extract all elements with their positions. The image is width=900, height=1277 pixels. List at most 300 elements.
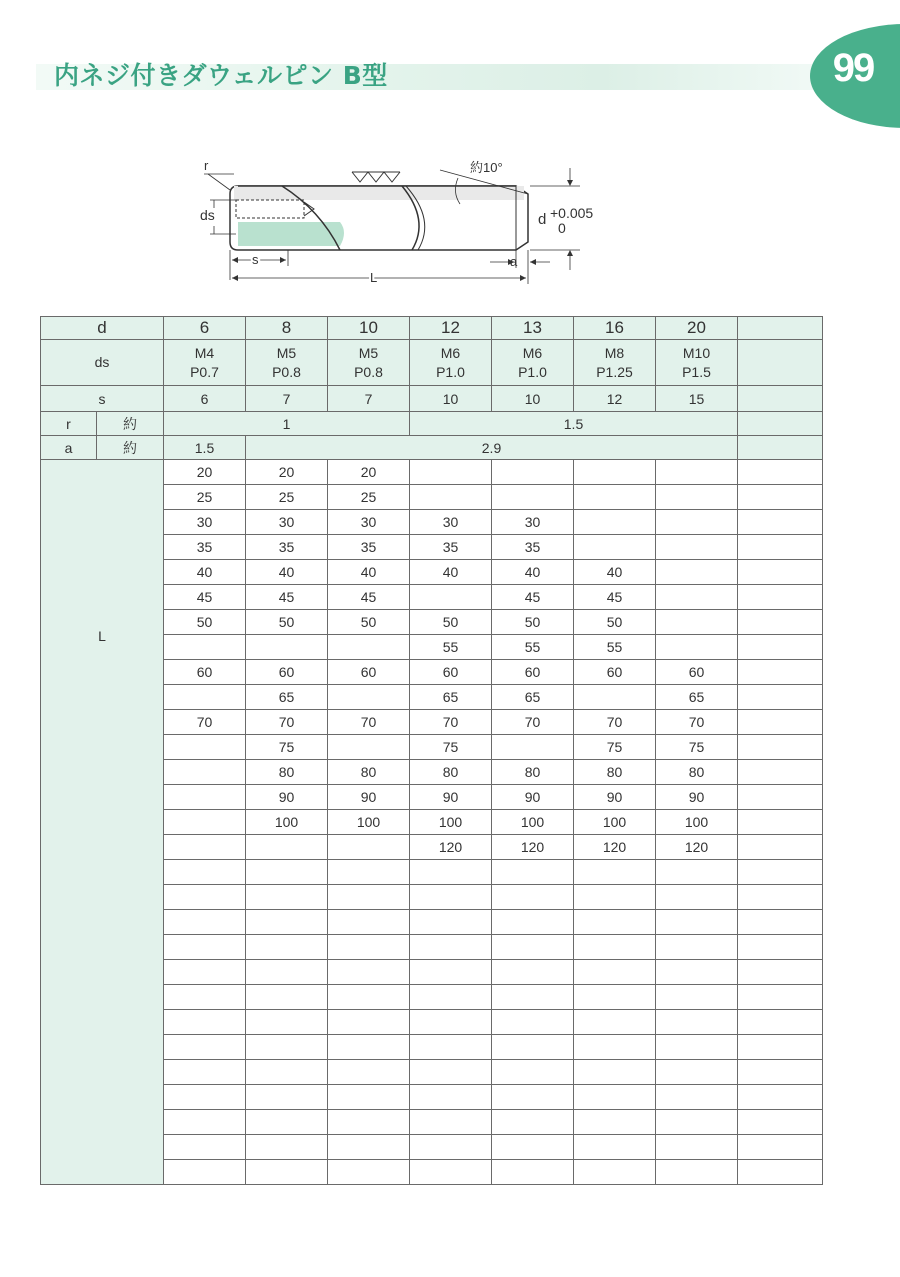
L-cell: [164, 1035, 246, 1060]
L-cell: 45: [574, 585, 656, 610]
L-cell: [574, 960, 656, 985]
L-cell: 100: [328, 810, 410, 835]
L-cell: [410, 1010, 492, 1035]
L-cell: [164, 1085, 246, 1110]
L-cell: [246, 1110, 328, 1135]
a-value: 1.5: [164, 436, 246, 460]
L-cell-empty: [738, 635, 823, 660]
L-cell: [328, 885, 410, 910]
L-cell: [246, 860, 328, 885]
L-cell: 35: [328, 535, 410, 560]
L-cell: [410, 1110, 492, 1135]
L-cell: [246, 1010, 328, 1035]
d-value: 10: [328, 317, 410, 340]
s-value: 15: [656, 386, 738, 412]
L-cell: [164, 760, 246, 785]
L-cell-empty: [738, 1085, 823, 1110]
L-cell: 90: [492, 785, 574, 810]
L-cell-empty: [738, 785, 823, 810]
L-cell: 120: [410, 835, 492, 860]
d-value: 16: [574, 317, 656, 340]
L-cell-empty: [738, 685, 823, 710]
ds-value: [492, 340, 574, 386]
L-cell: [574, 535, 656, 560]
L-cell: 30: [492, 510, 574, 535]
L-cell: 35: [246, 535, 328, 560]
L-cell: [656, 935, 738, 960]
L-cell: [164, 985, 246, 1010]
row-label-a: a: [41, 436, 97, 460]
L-cell: [164, 735, 246, 760]
L-cell: [574, 860, 656, 885]
L-cell: 75: [410, 735, 492, 760]
L-cell: 20: [328, 460, 410, 485]
L-cell: [574, 985, 656, 1010]
L-cell-empty: [738, 960, 823, 985]
L-cell: [164, 960, 246, 985]
L-cell: [574, 460, 656, 485]
L-cell: [656, 1160, 738, 1185]
L-cell-empty: [738, 510, 823, 535]
L-cell: [410, 1135, 492, 1160]
L-cell: [492, 1010, 574, 1035]
L-cell: [656, 860, 738, 885]
L-cell: [410, 585, 492, 610]
L-cell-empty: [738, 935, 823, 960]
L-cell: [410, 1035, 492, 1060]
L-cell-empty: [738, 610, 823, 635]
row-label-L: L: [41, 460, 164, 1185]
L-cell: 65: [410, 685, 492, 710]
L-cell: 50: [410, 610, 492, 635]
L-cell: [656, 1060, 738, 1085]
ds-pitch: P0.8: [272, 363, 301, 380]
L-cell: [656, 535, 738, 560]
L-cell-empty: [738, 1135, 823, 1160]
L-cell: 25: [164, 485, 246, 510]
L-cell: [656, 485, 738, 510]
row-label-r: r: [41, 412, 97, 436]
L-cell: [574, 935, 656, 960]
L-cell: 80: [410, 760, 492, 785]
L-cell: [246, 985, 328, 1010]
L-cell: [492, 885, 574, 910]
L-cell: [410, 960, 492, 985]
ds-pitch: P0.7: [190, 363, 219, 380]
L-cell-empty: [738, 835, 823, 860]
L-cell: 30: [410, 510, 492, 535]
L-cell: 120: [492, 835, 574, 860]
L-cell: [656, 1110, 738, 1135]
L-cell: 35: [164, 535, 246, 560]
L-cell: 40: [492, 560, 574, 585]
L-cell: 40: [574, 560, 656, 585]
L-cell: [656, 635, 738, 660]
L-cell: [492, 735, 574, 760]
ds-value: [574, 340, 656, 386]
ds-value-empty: [738, 340, 823, 386]
s-value: 10: [410, 386, 492, 412]
L-cell: 100: [574, 810, 656, 835]
L-cell: [328, 1110, 410, 1135]
L-cell: [492, 485, 574, 510]
L-cell: [246, 1035, 328, 1060]
L-cell: 120: [656, 835, 738, 860]
d-value: 6: [164, 317, 246, 340]
L-cell: [656, 1010, 738, 1035]
L-cell: 40: [410, 560, 492, 585]
r-value: 1.5: [410, 412, 738, 436]
L-cell: [410, 1060, 492, 1085]
L-cell: 70: [246, 710, 328, 735]
L-cell: [656, 885, 738, 910]
L-cell: 45: [246, 585, 328, 610]
L-cell: 60: [246, 660, 328, 685]
ds-pitch: P1.5: [682, 363, 711, 380]
label-r: r: [204, 158, 209, 173]
L-cell: [246, 1085, 328, 1110]
L-cell: [164, 1010, 246, 1035]
L-cell: 70: [656, 710, 738, 735]
L-cell: [492, 1110, 574, 1135]
L-cell: [164, 635, 246, 660]
L-cell: [328, 1135, 410, 1160]
L-cell-empty: [738, 1060, 823, 1085]
ds-pitch: P0.8: [354, 363, 383, 380]
L-cell: [328, 960, 410, 985]
ds-value: [410, 340, 492, 386]
L-cell: 65: [246, 685, 328, 710]
ds-thread: M6: [440, 344, 461, 361]
L-cell: [164, 885, 246, 910]
L-cell: [492, 960, 574, 985]
L-cell: [574, 910, 656, 935]
ds-thread: M4: [194, 344, 215, 361]
L-cell: 40: [164, 560, 246, 585]
spec-table: [40, 316, 823, 1185]
L-cell: 90: [410, 785, 492, 810]
row-label-s: s: [41, 386, 164, 412]
L-cell: 70: [492, 710, 574, 735]
L-cell-empty: [738, 485, 823, 510]
L-cell: [574, 1060, 656, 1085]
L-cell: 50: [246, 610, 328, 635]
L-cell: 100: [492, 810, 574, 835]
ds-value: [164, 340, 246, 386]
L-cell: [328, 1085, 410, 1110]
L-cell: [246, 910, 328, 935]
L-cell: 20: [164, 460, 246, 485]
ds-thread: M10: [682, 344, 711, 361]
L-cell: [246, 960, 328, 985]
L-cell: [410, 910, 492, 935]
L-cell: 90: [656, 785, 738, 810]
L-cell: 25: [328, 485, 410, 510]
L-cell: [164, 935, 246, 960]
L-cell: 50: [492, 610, 574, 635]
ds-thread: M6: [522, 344, 543, 361]
L-cell: [246, 835, 328, 860]
L-cell: [492, 1060, 574, 1085]
L-cell: [328, 635, 410, 660]
L-cell: 70: [410, 710, 492, 735]
table-row: [41, 460, 823, 485]
page-number: 99: [832, 46, 874, 90]
L-cell-empty: [738, 1010, 823, 1035]
L-cell: 55: [574, 635, 656, 660]
L-cell: [410, 985, 492, 1010]
L-cell: [164, 1135, 246, 1160]
L-cell: [574, 1135, 656, 1160]
L-cell: [410, 460, 492, 485]
L-cell: [164, 1060, 246, 1085]
L-cell: 50: [574, 610, 656, 635]
label-s: s: [252, 252, 259, 267]
L-cell: [656, 960, 738, 985]
L-cell: [574, 685, 656, 710]
ds-pitch: P1.0: [518, 363, 547, 380]
ds-thread: M5: [276, 344, 297, 361]
L-cell-empty: [738, 535, 823, 560]
L-cell: [492, 935, 574, 960]
L-cell: [328, 685, 410, 710]
L-cell: 60: [410, 660, 492, 685]
L-cell: 50: [328, 610, 410, 635]
L-cell: [410, 1085, 492, 1110]
L-cell: 30: [246, 510, 328, 535]
L-cell: [328, 735, 410, 760]
L-cell: [328, 1035, 410, 1060]
L-cell-empty: [738, 585, 823, 610]
dowel-pin-diagram: [190, 150, 630, 290]
L-cell: 75: [574, 735, 656, 760]
a-value: 2.9: [246, 436, 738, 460]
L-cell-empty: [738, 1160, 823, 1185]
L-cell: 100: [410, 810, 492, 835]
L-cell: 90: [246, 785, 328, 810]
L-cell-empty: [738, 735, 823, 760]
L-cell: 80: [246, 760, 328, 785]
s-value: 10: [492, 386, 574, 412]
L-cell: 60: [328, 660, 410, 685]
d-value: 13: [492, 317, 574, 340]
L-cell: [246, 635, 328, 660]
label-angle: 約10°: [470, 160, 503, 175]
label-d: d: [538, 211, 547, 228]
L-cell: [492, 1160, 574, 1185]
L-cell: 80: [656, 760, 738, 785]
L-cell: 65: [656, 685, 738, 710]
a-value-empty: [738, 436, 823, 460]
L-cell: [246, 1160, 328, 1185]
s-value: 6: [164, 386, 246, 412]
L-cell: [574, 1110, 656, 1135]
L-cell: 60: [164, 660, 246, 685]
L-cell: [574, 1160, 656, 1185]
L-cell: 30: [164, 510, 246, 535]
L-cell: [492, 1135, 574, 1160]
ds-pitch: P1.25: [596, 363, 633, 380]
L-cell: [164, 810, 246, 835]
L-cell-empty: [738, 885, 823, 910]
L-cell: [328, 1160, 410, 1185]
d-value: 8: [246, 317, 328, 340]
ds-thread: M5: [358, 344, 379, 361]
L-cell: [656, 585, 738, 610]
L-cell-empty: [738, 710, 823, 735]
approx-label: 約: [97, 436, 164, 460]
L-cell: 20: [246, 460, 328, 485]
L-cell-empty: [738, 810, 823, 835]
L-cell: [164, 835, 246, 860]
L-cell: 75: [656, 735, 738, 760]
L-cell: 100: [656, 810, 738, 835]
L-cell: [164, 785, 246, 810]
r-value: 1: [164, 412, 410, 436]
L-cell: [164, 685, 246, 710]
L-cell: [492, 910, 574, 935]
L-cell: [492, 985, 574, 1010]
page-title: 内ネジ付きダウェルピン B型: [54, 61, 388, 90]
L-cell: 30: [328, 510, 410, 535]
r-value-empty: [738, 412, 823, 436]
L-cell: 60: [492, 660, 574, 685]
L-cell: [492, 860, 574, 885]
L-cell: [164, 860, 246, 885]
label-ds: ds: [200, 207, 215, 223]
d-value: 12: [410, 317, 492, 340]
s-value-empty: [738, 386, 823, 412]
L-cell: [656, 910, 738, 935]
L-cell: [574, 1035, 656, 1060]
L-cell: 50: [164, 610, 246, 635]
L-cell-empty: [738, 985, 823, 1010]
L-cell: 120: [574, 835, 656, 860]
L-cell: [328, 1060, 410, 1085]
L-cell: [246, 1135, 328, 1160]
approx-label: 約: [97, 412, 164, 436]
L-cell-empty: [738, 660, 823, 685]
label-L: L: [370, 270, 378, 285]
L-cell: 60: [656, 660, 738, 685]
pin-shading: [234, 186, 524, 200]
L-cell: [656, 1135, 738, 1160]
L-cell: [656, 610, 738, 635]
L-cell: [410, 485, 492, 510]
L-cell: [328, 1010, 410, 1035]
L-cell: [410, 860, 492, 885]
row-label-d: d: [41, 317, 164, 340]
L-cell: [246, 935, 328, 960]
L-cell-empty: [738, 860, 823, 885]
L-cell: 45: [492, 585, 574, 610]
L-cell: 55: [410, 635, 492, 660]
L-cell-empty: [738, 460, 823, 485]
L-cell: 80: [492, 760, 574, 785]
L-cell: [328, 935, 410, 960]
L-cell: 70: [574, 710, 656, 735]
ds-pitch: P1.0: [436, 363, 465, 380]
L-cell: 100: [246, 810, 328, 835]
s-value: 7: [328, 386, 410, 412]
L-cell: 45: [164, 585, 246, 610]
L-cell: 40: [328, 560, 410, 585]
label-tolerance-zero: 0: [558, 220, 566, 236]
s-value: 12: [574, 386, 656, 412]
L-cell: [574, 510, 656, 535]
L-cell: [574, 885, 656, 910]
L-cell: [492, 1035, 574, 1060]
L-cell: [656, 1035, 738, 1060]
L-cell: 70: [328, 710, 410, 735]
ds-thread: M8: [604, 344, 625, 361]
row-label-ds: ds: [41, 340, 164, 386]
ds-value: [656, 340, 738, 386]
d-value-empty: [738, 317, 823, 340]
L-cell: 80: [328, 760, 410, 785]
L-cell-empty: [738, 760, 823, 785]
L-cell: [328, 835, 410, 860]
L-cell: [410, 1160, 492, 1185]
L-cell: [656, 985, 738, 1010]
L-cell: 55: [492, 635, 574, 660]
L-cell: [574, 1085, 656, 1110]
L-cell: [328, 910, 410, 935]
L-cell: 90: [328, 785, 410, 810]
d-value: 20: [656, 317, 738, 340]
surface-finish-marks: [352, 172, 400, 182]
L-cell: [574, 1010, 656, 1035]
L-cell-empty: [738, 1035, 823, 1060]
L-cell-empty: [738, 1110, 823, 1135]
L-cell: [656, 1085, 738, 1110]
L-cell: 80: [574, 760, 656, 785]
L-cell: 45: [328, 585, 410, 610]
L-cell: [574, 485, 656, 510]
L-cell: [656, 560, 738, 585]
thread-area: [238, 222, 344, 246]
L-cell: [164, 910, 246, 935]
s-value: 7: [246, 386, 328, 412]
label-a: a: [510, 254, 518, 269]
L-cell: 65: [492, 685, 574, 710]
L-cell: [656, 460, 738, 485]
L-cell-empty: [738, 560, 823, 585]
L-cell: [492, 460, 574, 485]
L-cell-empty: [738, 910, 823, 935]
label-tolerance-plus: +0.005: [550, 205, 594, 221]
ds-value: [246, 340, 328, 386]
L-cell: [164, 1110, 246, 1135]
L-cell: 35: [492, 535, 574, 560]
L-cell: 90: [574, 785, 656, 810]
L-cell: [164, 1160, 246, 1185]
ds-value: [328, 340, 410, 386]
L-cell: [410, 935, 492, 960]
L-cell: 75: [246, 735, 328, 760]
L-cell: [246, 885, 328, 910]
L-cell: 40: [246, 560, 328, 585]
L-cell: [410, 885, 492, 910]
L-cell: 70: [164, 710, 246, 735]
L-cell: 60: [574, 660, 656, 685]
L-cell: [656, 510, 738, 535]
L-cell: [328, 985, 410, 1010]
L-cell: [246, 1060, 328, 1085]
L-cell: [492, 1085, 574, 1110]
L-cell: 25: [246, 485, 328, 510]
L-cell: 35: [410, 535, 492, 560]
